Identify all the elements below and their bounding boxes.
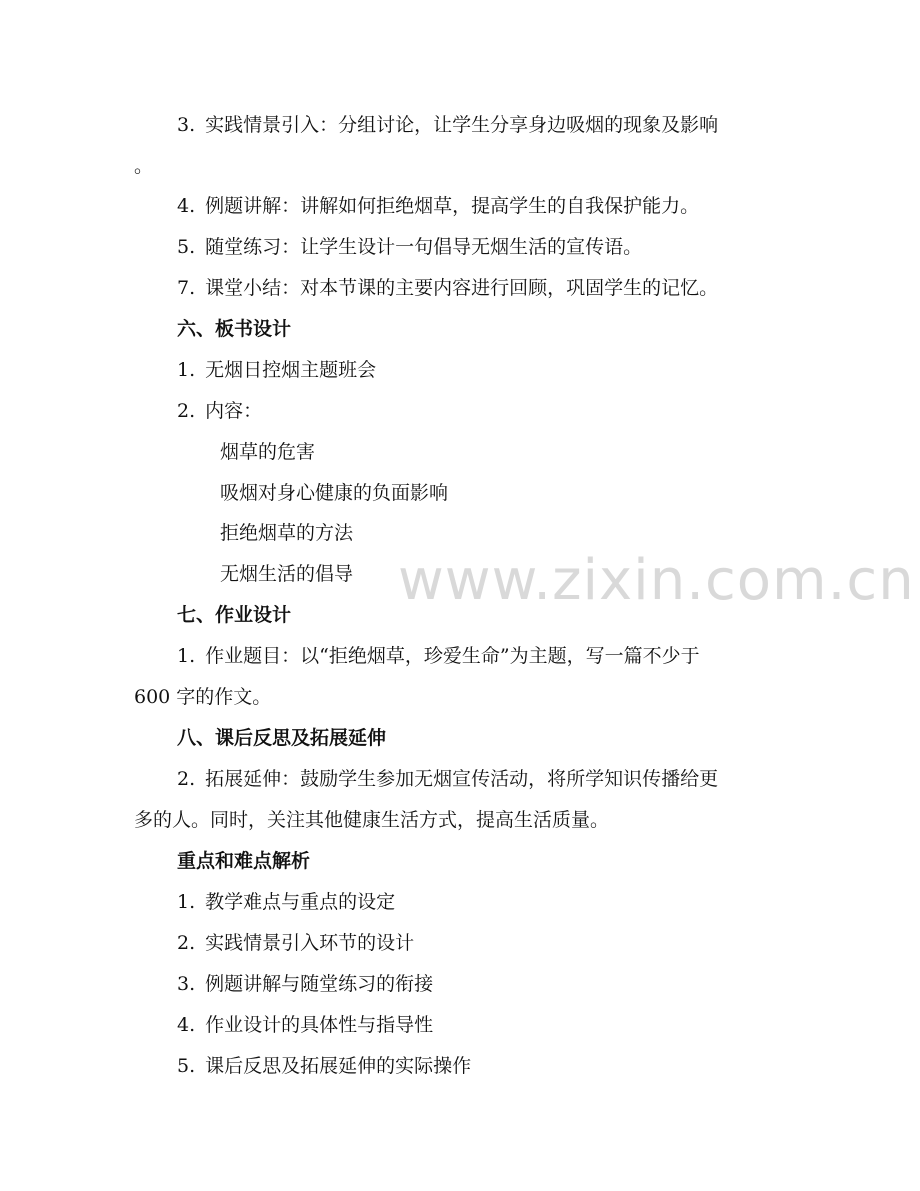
content-item: 无烟生活的倡导	[220, 563, 354, 585]
continuation-line: 600 字的作文。	[134, 686, 272, 708]
list-text: 实践情景引入：分组讨论，让学生分享身边吸烟的现象及影响	[205, 114, 719, 136]
key-point-4	[177, 1012, 433, 1038]
list-text: 内容：	[205, 400, 263, 422]
list-number: 7.	[177, 277, 196, 299]
list-number: 3.	[177, 114, 196, 136]
board-item-1	[177, 357, 376, 383]
board-item-2	[177, 398, 262, 424]
key-point-1	[177, 889, 395, 915]
list-number: 1.	[177, 359, 196, 381]
list-text: 无烟日控烟主题班会	[205, 359, 377, 381]
step-4-line	[177, 193, 699, 219]
step-3-line	[177, 112, 718, 138]
step-5-line	[177, 234, 642, 260]
list-number: 4.	[177, 1014, 196, 1036]
list-number: 1.	[177, 645, 196, 667]
extension-line	[177, 766, 718, 792]
continuation-line: 。	[134, 155, 154, 177]
continuation-line: 多的人。同时，关注其他健康生活方式，提高生活质量。	[134, 809, 610, 831]
list-text: 例题讲解：讲解如何拒绝烟草，提高学生的自我保护能力。	[205, 195, 700, 217]
list-text: 课后反思及拓展延伸的实际操作	[205, 1055, 472, 1077]
content-item: 吸烟对身心健康的负面影响	[220, 482, 449, 504]
list-text: 例题讲解与随堂练习的衔接	[205, 973, 434, 995]
homework-line	[177, 643, 700, 669]
section-heading-7: 七、作业设计	[177, 604, 292, 626]
key-point-5	[177, 1053, 471, 1079]
key-point-3	[177, 971, 433, 997]
list-text: 课堂小结：对本节课的主要内容进行回顾，巩固学生的记忆。	[205, 277, 719, 299]
section-heading-key-points: 重点和难点解析	[177, 850, 311, 872]
content-item: 拒绝烟草的方法	[220, 522, 354, 544]
list-number: 4.	[177, 195, 196, 217]
list-text: 随堂练习：让学生设计一句倡导无烟生活的宣传语。	[205, 236, 643, 258]
list-number: 5.	[177, 236, 196, 258]
watermark: www.zixin.com.cn	[398, 548, 915, 613]
list-text: 拓展延伸：鼓励学生参加无烟宣传活动，将所学知识传播给更	[205, 768, 719, 790]
section-heading-6: 六、板书设计	[177, 318, 292, 340]
list-number: 3.	[177, 973, 196, 995]
list-text: 教学难点与重点的设定	[205, 891, 396, 913]
list-text: 作业题目：以“拒绝烟草，珍爱生命”为主题，写一篇不少于	[205, 645, 700, 667]
key-point-2	[177, 930, 414, 956]
list-number: 5.	[177, 1055, 196, 1077]
content-item: 烟草的危害	[220, 441, 316, 463]
list-text: 实践情景引入环节的设计	[205, 932, 415, 954]
list-number: 2.	[177, 400, 196, 422]
section-heading-8: 八、课后反思及拓展延伸	[177, 727, 387, 749]
list-number: 1.	[177, 891, 196, 913]
list-text: 作业设计的具体性与指导性	[205, 1014, 434, 1036]
step-7-line	[177, 275, 718, 301]
list-number: 2.	[177, 768, 196, 790]
list-number: 2.	[177, 932, 196, 954]
